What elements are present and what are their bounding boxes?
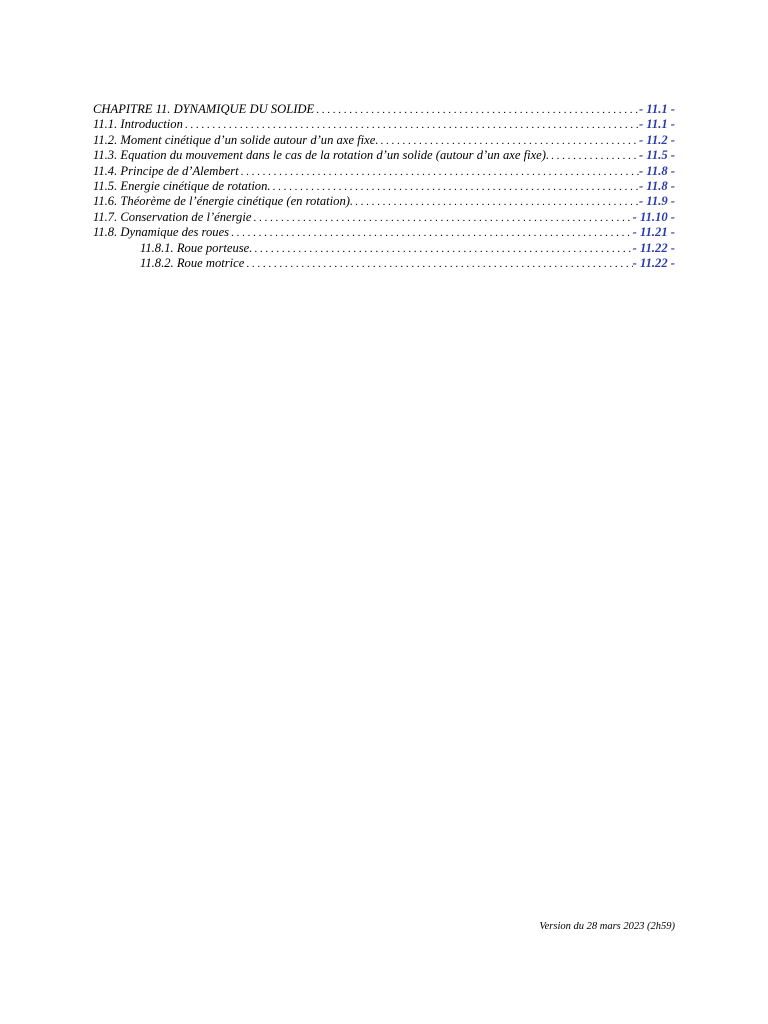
toc-entry-11-8-1[interactable] bbox=[93, 241, 675, 256]
toc-entry-11-1[interactable] bbox=[93, 117, 675, 132]
table-of-contents bbox=[93, 102, 675, 271]
dot-leader bbox=[253, 211, 632, 226]
toc-page-link[interactable]: - 11.8 - bbox=[638, 178, 675, 193]
toc-page-link[interactable]: - 11.9 - bbox=[638, 194, 675, 209]
dot-leader bbox=[246, 257, 632, 272]
dot-leader bbox=[241, 165, 639, 180]
toc-entry-11-4[interactable] bbox=[93, 164, 675, 179]
toc-entry-11-7[interactable] bbox=[93, 210, 675, 225]
toc-entry-11-2[interactable] bbox=[93, 133, 675, 148]
dot-leader bbox=[551, 149, 639, 164]
toc-entry-label: 11.5. Energie cinétique de rotation. bbox=[93, 178, 271, 193]
toc-page-link[interactable]: - 11.1 - bbox=[638, 117, 675, 132]
dot-leader bbox=[316, 103, 639, 118]
toc-entry-label: 11.8.2. Roue motrice bbox=[140, 255, 245, 270]
toc-entry-label: 11.8.1. Roue porteuse. bbox=[140, 240, 253, 255]
toc-page-link[interactable]: - 11.2 - bbox=[638, 132, 675, 147]
toc-page-link[interactable]: - 11.22 - bbox=[632, 240, 675, 255]
toc-entry-11-3[interactable] bbox=[93, 148, 675, 163]
toc-entry-11-6[interactable] bbox=[93, 194, 675, 209]
dot-leader bbox=[355, 195, 639, 210]
toc-page-link[interactable]: - 11.10 - bbox=[632, 209, 675, 224]
toc-entry-11-5[interactable] bbox=[93, 179, 675, 194]
toc-entry-label: 11.2. Moment cinétique d’un solide autour d’un axe fixe. bbox=[93, 132, 379, 147]
toc-entry-label: 11.7. Conservation de l’énergie bbox=[93, 209, 252, 224]
toc-page-link[interactable]: - 11.8 - bbox=[638, 163, 675, 178]
toc-entry-11-8[interactable] bbox=[93, 225, 675, 240]
toc-entry-label: 11.3. Equation du mouvement dans le cas de la rotation d’un solide (autour d’un axe fixe). bbox=[93, 148, 550, 163]
toc-entry-label: CHAPITRE 11. DYNAMIQUE DU SOLIDE bbox=[93, 102, 315, 116]
toc-entry-label: 11.6. Théorème de l’énergie cinétique (en rotation). bbox=[93, 194, 354, 209]
dot-leader bbox=[381, 134, 639, 149]
toc-entry-label: 11.4. Principe de d’Alembert bbox=[93, 163, 239, 178]
toc-entry-label: 11.8. Dynamique des roues bbox=[93, 225, 230, 240]
toc-entry-11-8-2[interactable] bbox=[93, 256, 675, 271]
dot-leader bbox=[231, 226, 633, 241]
toc-page-link[interactable]: - 11.5 - bbox=[638, 148, 675, 163]
dot-leader bbox=[185, 118, 639, 133]
toc-page-link[interactable]: - 11.21 - bbox=[632, 225, 675, 240]
version-footer: Version du 28 mars 2023 (2h59) bbox=[539, 921, 675, 932]
toc-entry-chapter-11[interactable] bbox=[93, 102, 675, 117]
toc-page-link[interactable]: - 11.22 - bbox=[632, 255, 675, 270]
toc-page-link[interactable]: - 11.1 - bbox=[638, 102, 675, 116]
dot-leader bbox=[273, 180, 639, 195]
dot-leader bbox=[254, 242, 632, 257]
toc-entry-label: 11.1. Introduction bbox=[93, 117, 183, 132]
